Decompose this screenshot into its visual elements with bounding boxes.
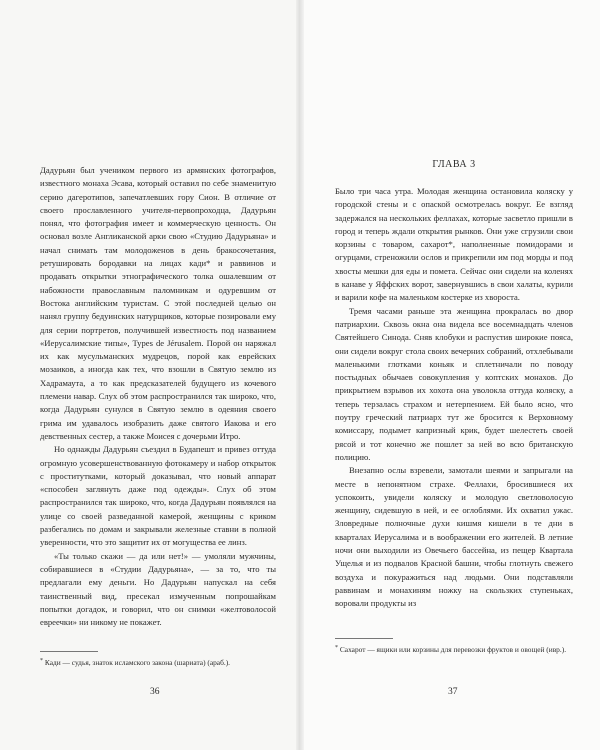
right-page-number: 37 bbox=[448, 687, 458, 697]
right-page bbox=[300, 0, 600, 750]
left-footnote bbox=[40, 656, 276, 668]
left-paragraph-1: Дадурьян был учеником первого из армянских фотографов, известного монаха Эсава, который оставил по себе знаменитую серию дагеротипов, запечатлевших гору Сион. В отличие от своего прославленного учителя-первопроходца, Дадурьян понял, что фотография имеет и коммерческую ценность. Он основал возле Англиканской арки свою «Студию Дадурьяна» и начал снимать там молодоженов в день бракосочетания, ретушировать бородавки на лицах кади* и раввинов и продавать открытки этнографического толка ошалевшим от набожности православным паломникам и одуревшим от Востока английским туристам. С этой последней целью он нанял группу бедуинских натурщиков, которые позировали ему для серии портретов, получившей известность под названием «Иерусалимские типы», Types de Jérusalem. Порой он наряжал их как мусульманских мудрецов, порой как еврейских мозаиков, а иногда как тех, что взошли в Святую землю из Хадрамаута, а то как предсказателей будущего из кочевого племени навар. Слух об этом распространился так широко, что, когда Дадурьян сунулся в Святую землю в одеяния своего грима им удавалось изобразить даже святого Иакова и его девственных сестер, а также Моисея с дочерьми Итро. bbox=[40, 165, 276, 441]
right-paragraph-1: Было три часа утра. Молодая женщина остановила коляску у городской стены и с опаской осмотрелась вокруг. Ее взгляд задержался на нескольких феллахах, которые засветло пришли в город и теперь ждали открытия рынков. Они уже сгрузили свои корзины с товаром, сахарот*, наполненные помидорами и огурцами, стреножили ослов и прикрепили им под морды и под хвосты мешки для еды и помета. Сейчас они сидели на коленях в канаве у Яффских ворот, завернувшись в свои халаты, курили и варили кофе на маленьком костерке из хвороста. bbox=[335, 186, 573, 303]
left-page-number: 36 bbox=[150, 687, 160, 697]
right-footnote-mark: * bbox=[335, 645, 338, 651]
right-footnote bbox=[335, 643, 573, 655]
left-paragraph-2: Но однажды Дадурьян съездил в Будапешт и привез оттуда огромную усовершенствованную фотокамеру и набор открыток с проститутками, который доказывал, что новый аппарат «способен заглянуть даже под одежды». Слух об этом распространился так широко, что, когда Дадурьян появлялся на улице со своей разведанной камерой, женщины с криком разбегались по домам и закрывали железные ставни в полной уверенности, что это защитит их от могущества ее линз. bbox=[40, 444, 276, 548]
right-footnote-text: Сахарот — ящики или корзины для перевозки фруктов и овощей (ивр.). bbox=[339, 645, 567, 654]
right-body-text bbox=[335, 185, 573, 611]
left-paragraph-3: «Ты только скажи — да или нет!» — умоляли мужчины, собиравшиеся в «Студии Дадурьяна», — за то, что ты предлагали ему деньги. Но Дадурьян напускал на себя таинственный вид, пресекал измученным попрошайкам попытки догадок, и говорил, что он снимки «желтоволосой евреечки» ни никому не покажет. bbox=[40, 550, 276, 628]
left-body-text bbox=[40, 164, 276, 629]
left-footnote-mark: * bbox=[40, 658, 43, 664]
book-gutter bbox=[296, 0, 304, 750]
right-paragraph-2: Тремя часами раньше эта женщина прокралась во двор патриархии. Сквозь окна она видела все восемнадцать членов Святейшего Синода. Сняв клобуки и распустив широкие пояса, они сидели вокруг стола своих вечерних собраний, отхлебывали маленькими глотками коньяк и сплетничали по поводу постыдных обычаев совокупления у коптских монахов. До прикрытием взрывов их хохота она уволокла оттуда коляску, а теперь терзалась страхом и нетерпением. Ей было ясно, что поутру греческий патриарх тут же бросится к Верховному комиссару, подымет капризный крик, будет шелестеть своей рясой и тот конечно же пошлет за ней во всю британскую полицию. bbox=[335, 305, 573, 462]
left-footnote-rule bbox=[40, 651, 98, 652]
right-footnote-rule bbox=[335, 638, 393, 639]
left-footnote-text: Кади — судья, знаток исламского закона (шариата) (араб.). bbox=[44, 658, 231, 667]
chapter-title: ГЛАВА 3 bbox=[432, 159, 476, 170]
right-paragraph-3: Внезапно ослы взревели, замотали шеями и запрыгали на месте в непонятном страхе. Феллахи, бросившиеся их успокоить, увидели коляску и молодую светловолосую женщину, сидевшую в ней, и ее оглоблями. Их охватил ужас. Зловредные полночные духи кишмя кишели в те дни в кварталах Иерусалима и в воображении его жителей. В летние ночи они выходили из Овечьего бассейна, из пещер Квартала Ущелья и из подвалов Красной башни, чтобы глотнуть свежего воздуха и покуражиться над людьми. Они подставляли раввинам и монахиням ножку на скользких ступеньках, воровали продукты из bbox=[335, 465, 573, 609]
